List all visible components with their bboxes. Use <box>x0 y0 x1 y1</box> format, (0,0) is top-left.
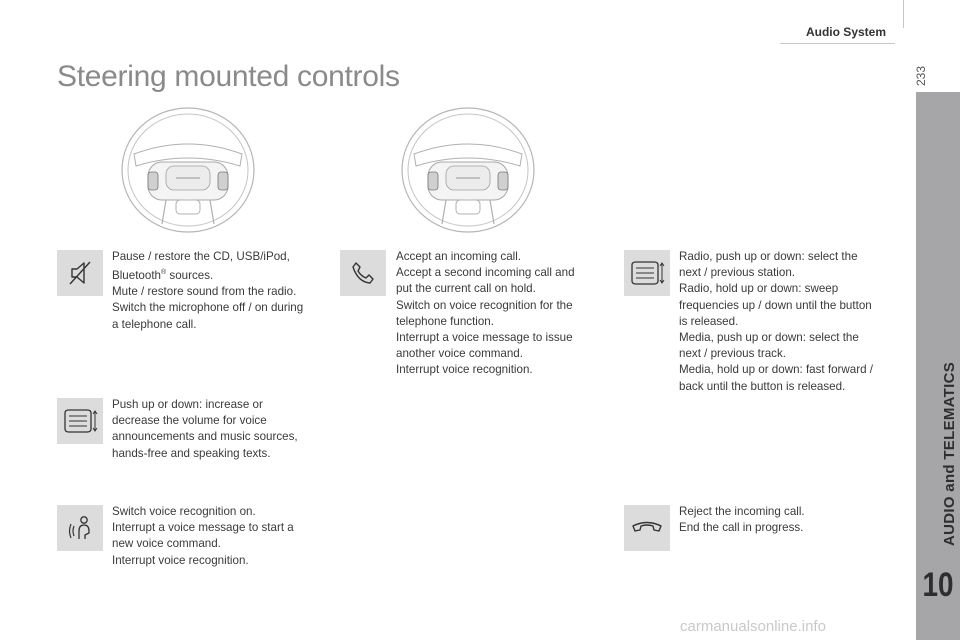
phone-hangup-icon <box>628 511 666 545</box>
registered-mark: ® <box>161 269 167 277</box>
reject-call-description: Reject the incoming call. End the call in progress. <box>679 505 805 535</box>
mute-icon-box <box>57 250 103 296</box>
phone-pickup-icon <box>346 256 380 290</box>
header-divider <box>780 43 895 44</box>
mute-icon <box>63 256 97 290</box>
radio-description: Radio, push up or down: select the next / previous station. Radio, hold up or down: sweep frequencies up / down until the button is released. Media, push up or down: select the next / previous track. Media, hold up or down: fast forward / back until the button is released. <box>679 250 873 393</box>
mute-description <box>112 249 332 333</box>
chapter-number: 10 <box>922 566 954 604</box>
volume-description: Push up or down: increase or decrease the volume for voice announcements and music sources, hands-free and speaking texts. <box>112 398 298 460</box>
mute-line1: Pause / restore the CD, USB/iPod, <box>112 250 290 263</box>
scroll-wheel-icon-box <box>624 250 670 296</box>
mute-line2a: Bluetooth <box>112 269 161 283</box>
steering-wheel-illustration-left <box>118 104 258 234</box>
phone-pickup-icon-box <box>340 250 386 296</box>
header-divider-vertical <box>903 0 904 28</box>
mute-rest: Mute / restore sound from the radio. Switch the microphone off / on during a telephone call. <box>112 285 304 331</box>
section-title: Audio System <box>805 25 886 39</box>
accept-call-description: Accept an incoming call. Accept a second incoming call and put the current call on hold. Switch on voice recognition for the telephone function. Interrupt a voice message to issue another voice command. Interrupt voice recognition. <box>396 250 575 377</box>
volume-wheel-icon <box>61 404 99 438</box>
page-number: 233 <box>914 65 928 86</box>
chapter-label: AUDIO and TELEMATICS <box>941 361 958 546</box>
voice-description: Switch voice recognition on. Interrupt a voice message to start a new voice command. Interrupt voice recognition. <box>112 505 294 567</box>
scroll-wheel-icon <box>628 256 666 290</box>
steering-wheel-illustration-right <box>398 104 538 234</box>
mute-line2b: sources. <box>166 269 214 283</box>
volume-wheel-icon-box <box>57 398 103 444</box>
voice-recognition-icon <box>63 511 97 545</box>
voice-recognition-icon-box <box>57 505 103 551</box>
watermark: carmanualsonline.info <box>680 618 826 635</box>
phone-hangup-icon-box <box>624 505 670 551</box>
page-title: Steering mounted controls <box>57 60 400 93</box>
